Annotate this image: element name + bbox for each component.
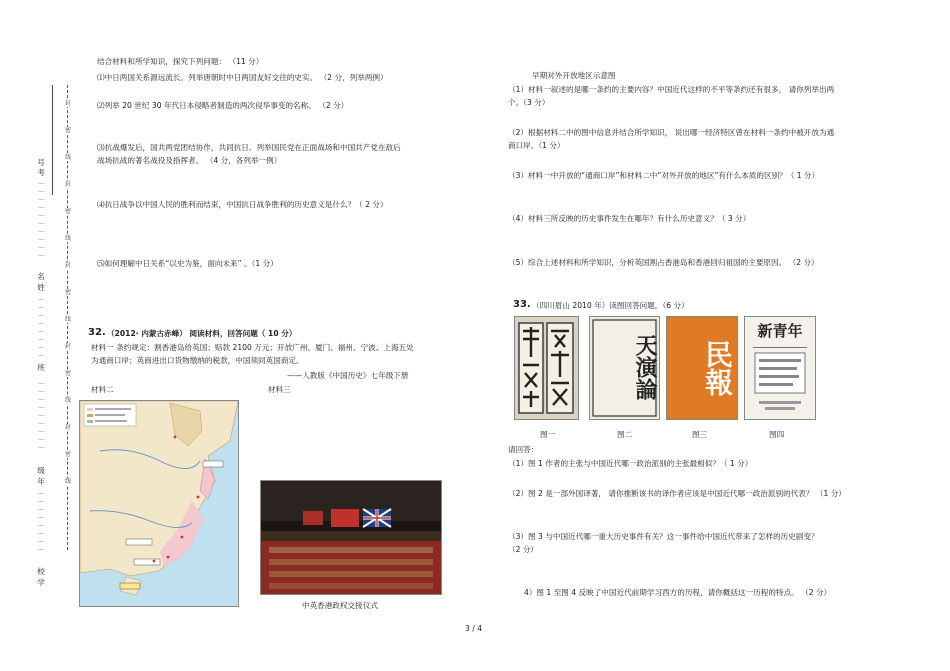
question-33-3-line1: （3）图 3 与中国近代哪一重大历史事件有关？这一事件给中国近代带来了怎样的历史剧变？ — [508, 532, 819, 541]
question-31-3-line1: ⑶抗战爆发后，国共两党团结协作，共同抗日。列举国民党在正面战场和中国共产党在敌后 — [97, 143, 401, 152]
figure-3-label: 图三 — [692, 430, 708, 439]
seal-line-char: 封 — [64, 100, 71, 107]
question-33-2: （2）图 2 是一部外国译著， 请你推断该书的译作者应该是中国近代哪一政治派别的代表？ （1 分） — [508, 489, 846, 498]
question-33-number: 33. — [513, 299, 531, 310]
school-label-xue: 学 — [37, 578, 45, 587]
question-31-2: ⑵列举 20 世纪 30 年代日本侵略者制造的两次侵华事变的名称。 （2 分） — [97, 101, 349, 110]
name-blank: — — — — — — — — — [38, 296, 44, 359]
grade-blank: — — — — — — — — — [38, 490, 44, 553]
question-31-3-line2: 战场抗战的著名战役及指挥者。 （4 分，各列举一例） — [97, 156, 282, 165]
figure-1-image — [514, 316, 579, 420]
seal-line-char: 密 — [64, 127, 71, 134]
school-label-xiao: 校 — [37, 567, 45, 576]
figure-4-drawing — [745, 317, 815, 419]
figure-4-label: 图四 — [769, 430, 785, 439]
question-intro: 结合材料和所学知识，探究下列问题： （11 分） — [97, 57, 264, 66]
figure-3-title: 民報 — [701, 340, 734, 396]
question-32-5: （5）综合上述材料和所学知识，分析英国割占香港岛和香港回归祖国的主要原因。 （2 分） — [508, 258, 819, 267]
map-drawing — [80, 401, 238, 606]
seal-line-char: 线 — [64, 397, 71, 404]
seal-line-char: 封 — [64, 262, 71, 269]
seal-line-char: 线 — [64, 235, 71, 242]
question-32-1-line2: 个。（3 分） — [508, 98, 550, 107]
question-31-1: ⑴中日两国关系源远流长。列举唐朝时中日两国友好交往的史实。 （2 分，列举两例） — [97, 73, 388, 82]
material-1-line2: 为通商口岸；英商进出口货物缴纳的税款，中国须同英国商定。 — [91, 356, 304, 365]
margin-line-outer — [52, 85, 53, 195]
figure-4-title: 新青年 — [757, 322, 803, 340]
question-32-3: （3）材料一中开放的“通商口岸”和材料二中“对外开放的地区”有什么本质的区别？（ 1 分） — [508, 171, 820, 180]
figure-1-label: 图一 — [540, 430, 556, 439]
seal-line-char: 封 — [64, 343, 71, 350]
question-31-4: ⑷抗日战争以中国人民的胜利而结束，中国抗日战争胜利的历史意义是什么？（ 2 分） — [97, 200, 388, 209]
seal-line-char: 密 — [64, 451, 71, 458]
early-opening-map — [79, 400, 239, 607]
grade-label-ji: 级 — [37, 466, 45, 475]
exam-number-blank: — — — — — — — — — — — [38, 180, 44, 259]
figure-4-image — [744, 316, 816, 420]
question-32-number: 32. — [88, 327, 106, 338]
question-33-4: 4）图 1 至图 4 反映了中国近代前期学习西方的历程，请你概括这一历程的特点。 （2 分） — [524, 588, 832, 597]
hk-handover-photo — [260, 480, 442, 595]
seal-line-char: 密 — [64, 370, 71, 377]
question-32-heading: （2012· 内蒙古赤峰） 阅读材料，回答问题（ 10 分） — [107, 329, 297, 338]
material-1-line1: 材料一 条约规定：割香港岛给英国；赔款 2100 万元；开放广州、厦门、福州、宁波、上海五处 — [91, 343, 414, 352]
seal-line-char: 密 — [64, 208, 71, 215]
material-3-label: 材料三 — [268, 385, 291, 394]
question-33-3-line2: （2 分） — [508, 545, 539, 554]
material-2-label: 材料二 — [91, 385, 114, 394]
figure-2-image — [589, 316, 660, 420]
photo-caption: 中英香港政权交接仪式 — [302, 601, 378, 610]
figure-2-label: 图二 — [617, 430, 633, 439]
material-source: ——人教版《中国历史》七年级下册 — [287, 371, 409, 380]
grade-label-nian: 年 — [37, 477, 45, 486]
question-33-heading: （四川眉山 2010 年）读图回答问题。（6 分） — [532, 301, 689, 310]
photo-drawing — [261, 481, 441, 594]
name-label-xing: 姓 — [37, 283, 45, 292]
question-31-5: ⑸如何理解中日关系“以史为鉴，面向未来” 。（1 分） — [97, 259, 278, 268]
answer-prompt: 请回答： — [508, 445, 539, 454]
seal-line-char: 线 — [64, 478, 71, 485]
figure-1-drawing — [515, 317, 578, 419]
question-32-4: （4）材料三所反映的历史事件发生在哪年？有什么历史意义？（ 3 分） — [508, 214, 751, 223]
class-label-ban: 班 — [37, 363, 45, 372]
question-32-2-line1: （2）根据材料二中的图中信息并结合所学知识， 说出哪一经济特区曾在材料一条约中被开放为通 — [508, 128, 835, 137]
question-33-1: （1）图 1 作者的主张与中国近代哪一政治派别的主张最相似？（ 1 分） — [508, 459, 753, 468]
question-32-1-line1: （1）材料一叙述的是哪一条约的主要内容？中国近代这样的不平等条约还有很多， 请你列举出两 — [508, 85, 835, 94]
name-label-ming: 名 — [37, 272, 45, 281]
seal-line-char: 封 — [64, 424, 71, 431]
exam-number-label-hao: 号 — [37, 158, 45, 167]
page-number: 3 / 4 — [465, 624, 483, 633]
question-32-2-line2: 商口岸。（1 分） — [508, 141, 565, 150]
map-title: 早期对外开放地区示意图 — [532, 71, 616, 80]
seal-line-char: 密 — [64, 289, 71, 296]
figure-3-image — [666, 316, 738, 420]
exam-number-label-kao: 考 — [37, 168, 45, 177]
figure-2-title: 天演論 — [632, 334, 658, 400]
class-blank: — — — — — — — — — — [38, 380, 44, 451]
seal-line-char: 封 — [64, 181, 71, 188]
seal-line-char: 线 — [64, 154, 71, 161]
seal-line-char: 线 — [64, 316, 71, 323]
